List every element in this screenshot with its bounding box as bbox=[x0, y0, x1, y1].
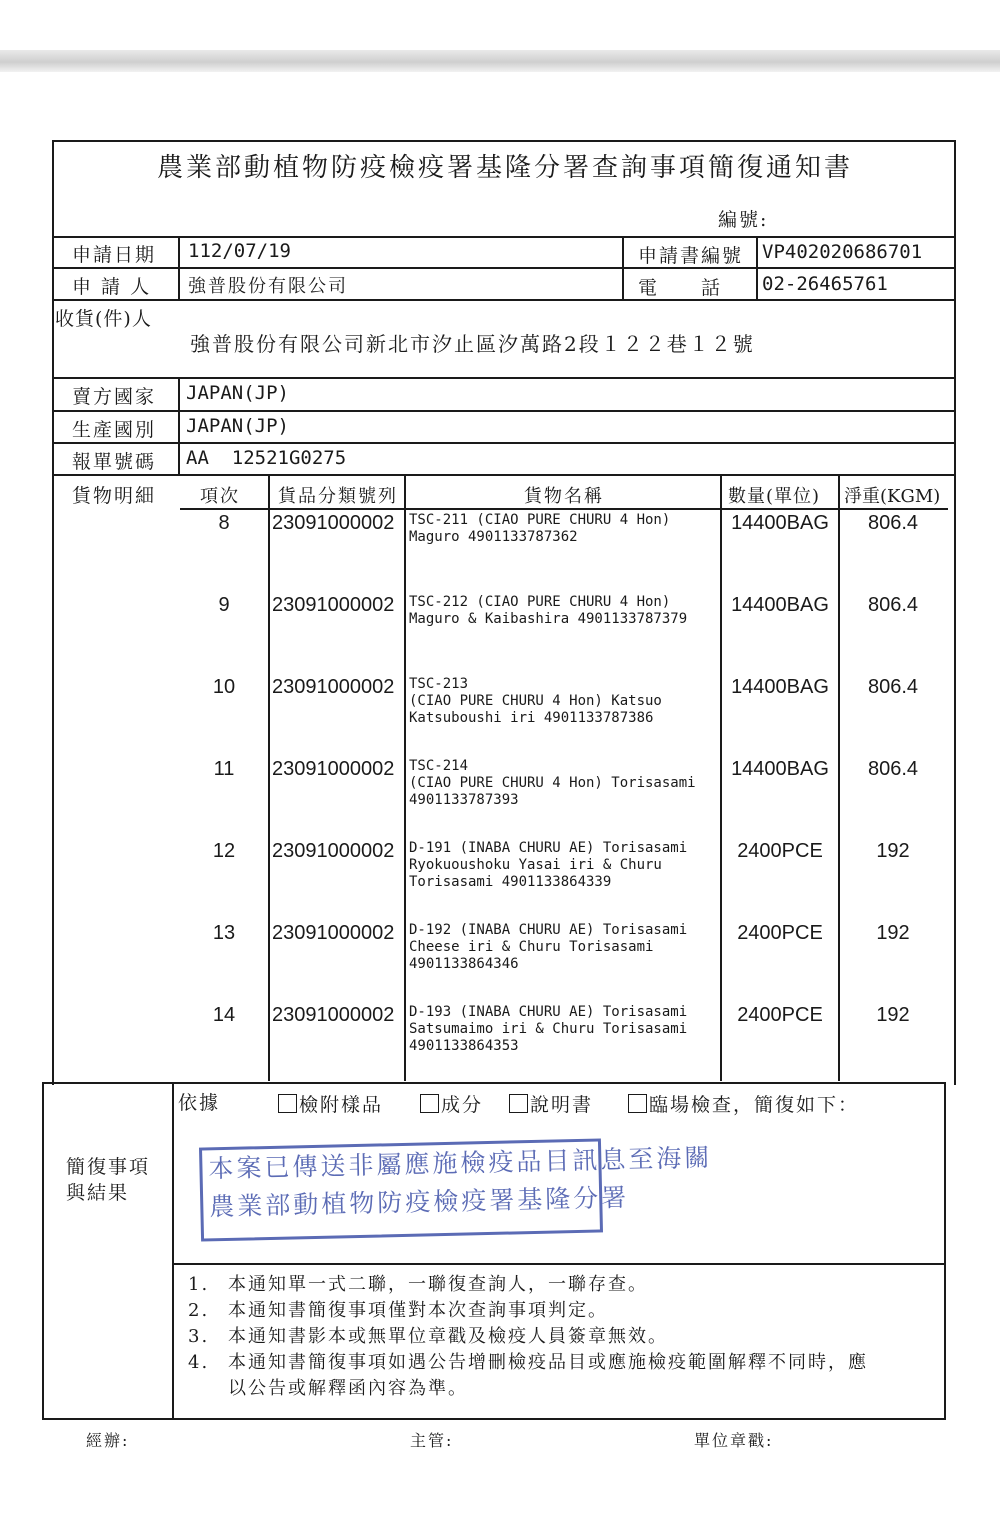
goods-header-weight: 淨重(KGM) bbox=[844, 486, 941, 507]
goods-net-weight: 192 bbox=[876, 922, 910, 944]
goods-header-qty: 數量(單位) bbox=[728, 486, 821, 507]
basis-option-ingredients[interactable] bbox=[420, 1090, 483, 1117]
goods-item-no: 9 bbox=[218, 594, 230, 616]
goods-description: TSC-214 (CIAO PURE CHURU 4 Hon) Torisasami 4901133787393 bbox=[409, 758, 696, 808]
checkbox[interactable] bbox=[278, 1094, 297, 1113]
declaration-no-label: 報單號碼 bbox=[72, 451, 157, 473]
notes-list bbox=[188, 1270, 868, 1400]
goods-item-no: 13 bbox=[212, 922, 236, 944]
basis-option-sample-label: 檢附樣品 bbox=[299, 1094, 384, 1116]
origin-country-value: JAPAN(JP) bbox=[186, 415, 289, 437]
goods-description: D-193 (INABA CHURU AE) Torisasami Satsumaimo iri & Churu Torisasami 4901133864353 bbox=[409, 1004, 688, 1054]
goods-quantity: 14400BAG bbox=[731, 594, 829, 616]
note-number: 4. bbox=[188, 1352, 210, 1373]
basis-option-manual-label: 說明書 bbox=[530, 1094, 594, 1116]
form-border-left-lower bbox=[42, 1083, 44, 1420]
row-rule bbox=[52, 267, 956, 269]
consignee-label: 收貨(件)人 bbox=[55, 308, 152, 330]
col-rule bbox=[178, 236, 180, 301]
note-number: 1. bbox=[188, 1274, 210, 1295]
note-item bbox=[188, 1296, 868, 1322]
goods-col-rule bbox=[268, 476, 270, 1081]
goods-item-no: 8 bbox=[218, 512, 230, 534]
stamp-line-2: 農業部動植物防疫檢疫署基隆分署 bbox=[209, 1182, 630, 1222]
basis-option-manual[interactable] bbox=[509, 1090, 593, 1117]
goods-quantity: 2400PCE bbox=[737, 840, 823, 862]
section-rule bbox=[42, 1082, 946, 1084]
note-number: 2. bbox=[188, 1300, 210, 1321]
goods-quantity: 14400BAG bbox=[731, 512, 829, 534]
col-rule bbox=[622, 236, 624, 301]
checkbox[interactable] bbox=[628, 1094, 647, 1113]
note-text: 本通知書簡復事項僅對本次查詢事項判定。 bbox=[228, 1300, 608, 1321]
note-number: 3. bbox=[188, 1326, 210, 1347]
result-stamp bbox=[199, 1138, 713, 1241]
row-rule bbox=[52, 474, 956, 476]
goods-header-rule bbox=[180, 508, 948, 510]
form-border-right-lower bbox=[944, 1083, 946, 1420]
goods-tariff-code: 23091000002 bbox=[272, 676, 395, 698]
goods-quantity: 2400PCE bbox=[737, 922, 823, 944]
basis-option-sample[interactable] bbox=[278, 1090, 383, 1117]
goods-item-no: 11 bbox=[213, 758, 235, 780]
note-item bbox=[188, 1374, 868, 1400]
goods-quantity: 14400BAG bbox=[731, 676, 829, 698]
goods-header-name: 貨物名稱 bbox=[524, 486, 604, 507]
goods-description: D-192 (INABA CHURU AE) Torisasami Cheese iri & Churu Torisasami 4901133864346 bbox=[409, 922, 688, 972]
goods-tariff-code: 23091000002 bbox=[272, 594, 395, 616]
serial-label: 編號: bbox=[718, 209, 769, 231]
goods-tariff-code: 23091000002 bbox=[272, 512, 395, 534]
goods-net-weight: 806.4 bbox=[867, 512, 919, 534]
application-no-value: VP402020686701 bbox=[762, 241, 923, 263]
checkbox[interactable] bbox=[420, 1094, 439, 1113]
form-border-top bbox=[52, 140, 956, 142]
goods-net-weight: 806.4 bbox=[867, 758, 919, 780]
stamp-line-1: 本案已傳送非屬應施檢疫品目訊息至海關 bbox=[208, 1142, 713, 1184]
note-text: 本通知書影本或無單位章戳及檢疫人員簽章無效。 bbox=[228, 1326, 668, 1347]
basis-option-inspection[interactable] bbox=[628, 1090, 859, 1117]
col-rule bbox=[172, 1083, 174, 1263]
goods-header-item: 項次 bbox=[200, 486, 240, 507]
basis-option-inspection-label: 臨場檢查，簡復如下： bbox=[649, 1094, 860, 1116]
row-rule bbox=[52, 410, 956, 412]
goods-tariff-code: 23091000002 bbox=[272, 758, 395, 780]
form-border-right bbox=[954, 140, 956, 1085]
application-no-label: 申請書編號 bbox=[638, 245, 744, 267]
basis-option-ingredients-label: 成分 bbox=[441, 1094, 484, 1116]
goods-label: 貨物明細 bbox=[72, 485, 157, 507]
scan-top-bar bbox=[0, 50, 1000, 72]
goods-description: D-191 (INABA CHURU AE) Torisasami Ryokuoushoku Yasai iri & Churu Torisasami 4901133864339 bbox=[409, 840, 688, 890]
goods-description: TSC-212 (CIAO PURE CHURU 4 Hon) Maguro & Kaibashira 4901133787379 bbox=[409, 594, 688, 627]
goods-col-rule bbox=[404, 476, 406, 1081]
applicant-label: 申 請 人 bbox=[72, 276, 152, 298]
handler-signature-label: 經辦: bbox=[86, 1431, 130, 1450]
col-rule bbox=[756, 236, 758, 301]
checkbox[interactable] bbox=[509, 1094, 528, 1113]
goods-net-weight: 192 bbox=[876, 1004, 910, 1026]
goods-tariff-code: 23091000002 bbox=[272, 922, 395, 944]
note-text: 以公告或解釋函內容為準。 bbox=[228, 1378, 468, 1399]
goods-item-no: 10 bbox=[212, 676, 236, 698]
supervisor-signature-label: 主管: bbox=[410, 1431, 454, 1450]
row-rule bbox=[52, 377, 956, 379]
goods-quantity: 14400BAG bbox=[731, 758, 829, 780]
goods-net-weight: 806.4 bbox=[867, 594, 919, 616]
row-rule bbox=[52, 442, 956, 444]
applicant-value: 強普股份有限公司 bbox=[188, 276, 348, 297]
goods-quantity: 2400PCE bbox=[737, 1004, 823, 1026]
goods-net-weight: 192 bbox=[876, 840, 910, 862]
goods-header-code: 貨品分類號列 bbox=[278, 486, 398, 507]
application-date-value: 112/07/19 bbox=[188, 240, 291, 262]
page-title: 農業部動植物防疫檢疫署基隆分署查詢事項簡復通知書 bbox=[156, 153, 853, 183]
col-rule bbox=[178, 377, 180, 476]
goods-description: TSC-211 (CIAO PURE CHURU 4 Hon) Maguro 4901133787362 bbox=[409, 512, 671, 545]
row-rule bbox=[52, 299, 956, 301]
phone-value: 02-26465761 bbox=[762, 273, 888, 295]
note-text: 本通知單一式二聯，一聯復查詢人，一聯存查。 bbox=[228, 1274, 648, 1295]
consignee-value: 強普股份有限公司新北市汐止區汐萬路2段１２２巷１２號 bbox=[190, 332, 755, 356]
seal-label: 單位章戳: bbox=[694, 1431, 774, 1450]
phone-label: 電 話 bbox=[638, 277, 723, 299]
note-item bbox=[188, 1348, 868, 1374]
seller-country-value: JAPAN(JP) bbox=[186, 382, 289, 404]
goods-description: TSC-213 (CIAO PURE CHURU 4 Hon) Katsuo Katsuboushi iri 4901133787386 bbox=[409, 676, 662, 726]
result-label: 簡復事項 與結果 bbox=[66, 1156, 151, 1204]
section-rule bbox=[172, 1263, 946, 1265]
declaration-no-value: AA 12521G0275 bbox=[186, 447, 347, 469]
seller-country-label: 賣方國家 bbox=[72, 386, 157, 408]
goods-net-weight: 806.4 bbox=[867, 676, 919, 698]
note-item bbox=[188, 1322, 868, 1348]
col-rule bbox=[172, 1263, 174, 1420]
goods-item-no: 14 bbox=[212, 1004, 236, 1026]
form-border-left bbox=[52, 140, 54, 1085]
form-border-bottom bbox=[42, 1418, 946, 1420]
row-rule bbox=[52, 236, 956, 238]
goods-item-no: 12 bbox=[212, 840, 236, 862]
goods-tariff-code: 23091000002 bbox=[272, 840, 395, 862]
application-date-label: 申請日期 bbox=[72, 244, 157, 266]
note-text: 本通知書簡復事項如遇公告增刪檢疫品目或應施檢疫範圍解釋不同時，應 bbox=[228, 1352, 868, 1373]
basis-label: 依據 bbox=[178, 1092, 221, 1114]
origin-country-label: 生產國別 bbox=[72, 419, 157, 441]
note-item bbox=[188, 1270, 868, 1296]
goods-tariff-code: 23091000002 bbox=[272, 1004, 395, 1026]
